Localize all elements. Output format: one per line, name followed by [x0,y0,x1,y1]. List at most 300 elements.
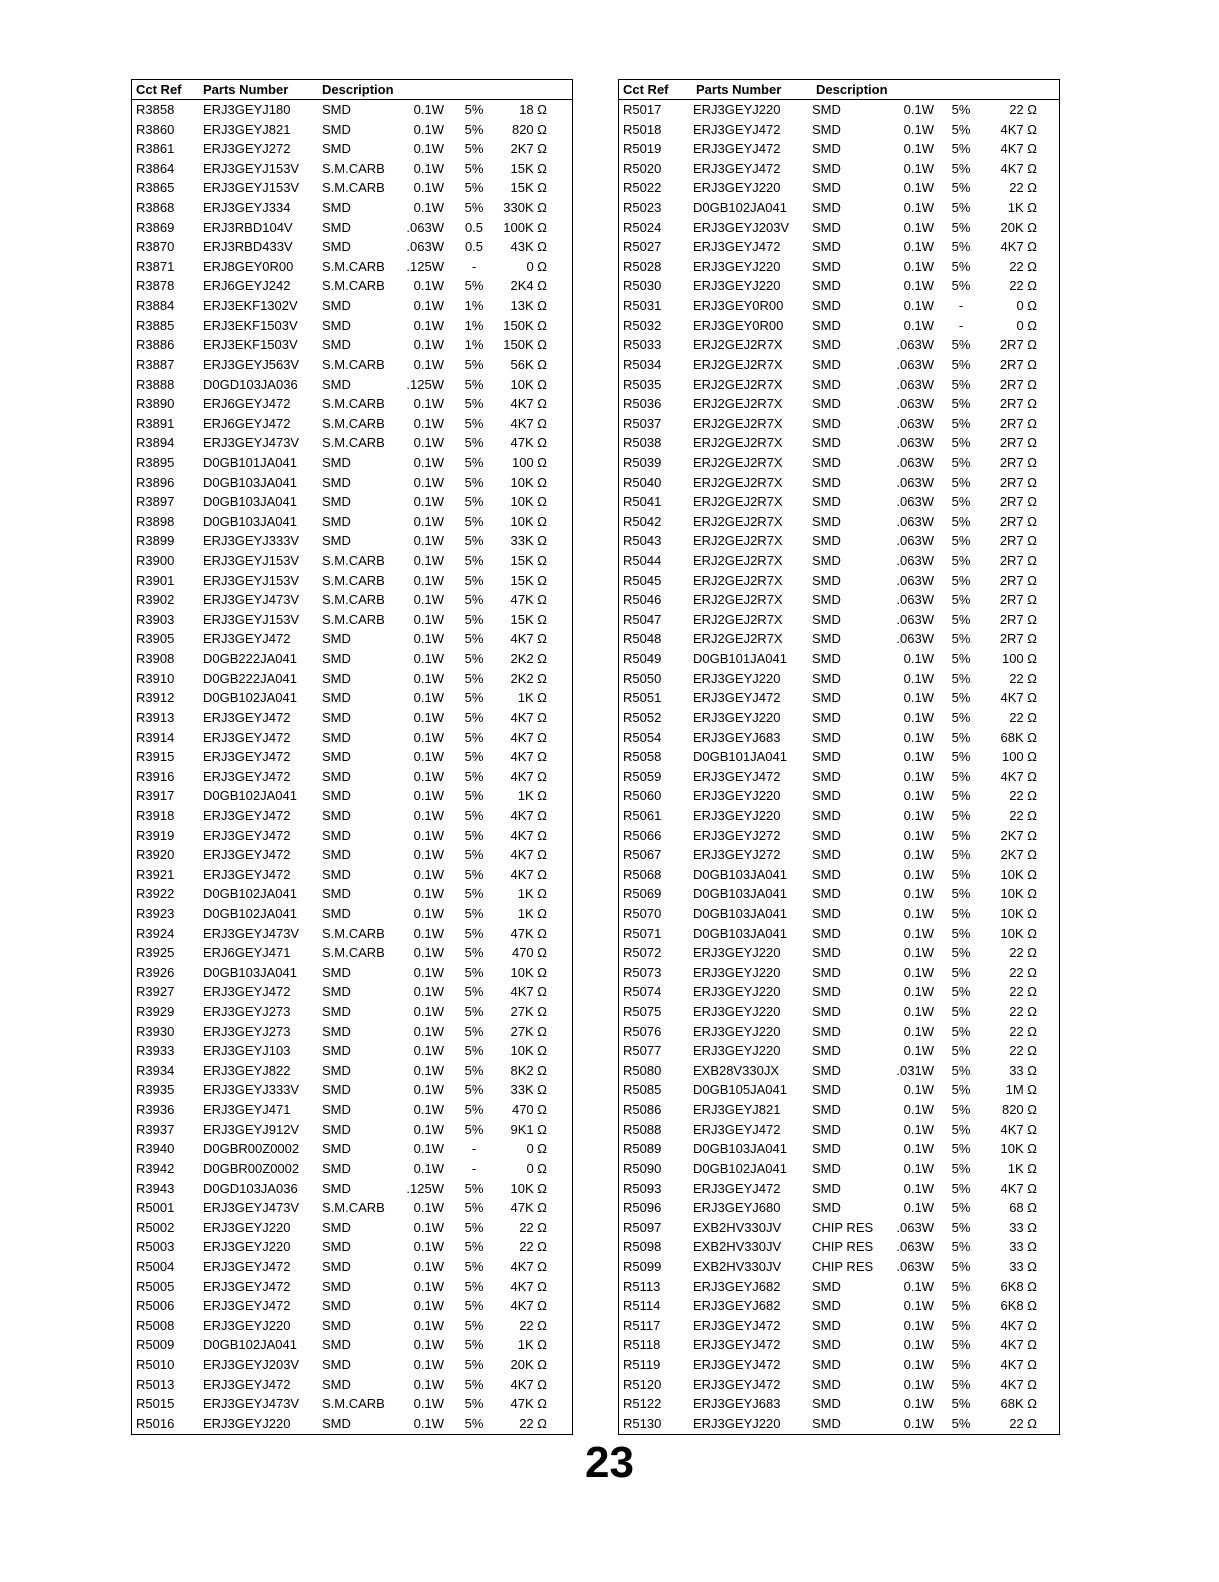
wattage-cell: 0.1W [903,1298,934,1314]
table-row [619,904,1059,924]
cct-ref-cell: R5080 [623,1062,662,1078]
wattage-cell: 0.1W [903,945,934,961]
value-cell: 4K7 Ω [510,396,547,412]
cct-ref-cell: R3897 [136,494,175,510]
wattage-cell: 0.1W [413,415,444,431]
value-cell: 22 Ω [1009,278,1037,294]
tolerance-cell: 5% [464,1180,484,1196]
table-row [619,473,1059,493]
parts-number-cell: ERJ3GEYJ472 [693,690,781,706]
table-row [132,492,572,512]
cct-ref-cell: R5046 [623,592,662,608]
parts-number-cell: ERJ3GEYJ472 [693,160,781,176]
description-cell: SMD [812,709,841,725]
tolerance-cell: 5% [951,768,971,784]
parts-number-cell: ERJ3GEYJ472 [203,709,291,725]
tolerance-cell: 5% [951,749,971,765]
parts-number-cell: D0GBR00Z0002 [203,1141,300,1157]
table-row [132,473,572,493]
value-cell: 47K Ω [510,1200,547,1216]
parts-number-cell: D0GD103JA036 [203,1180,298,1196]
description-cell: CHIP RES [812,1219,874,1235]
description-cell: S.M.CARB [322,572,385,588]
wattage-cell: 0.1W [413,1200,444,1216]
parts-number-cell: ERJ3GEYJ683 [693,1396,781,1412]
value-cell: 15K Ω [510,180,547,196]
cct-ref-cell: R5086 [623,1102,662,1118]
table-row [619,845,1059,865]
value-cell: 4K7 Ω [1000,1376,1037,1392]
description-cell: SMD [322,1239,351,1255]
value-cell: 10K Ω [1000,905,1037,921]
tolerance-cell: 5% [464,1043,484,1059]
parts-number-cell: ERJ3GEYJ220 [693,984,781,1000]
tolerance-cell: 5% [951,1141,971,1157]
wattage-cell: 0.1W [903,651,934,667]
parts-number-cell: ERJ2GEJ2R7X [693,513,783,529]
description-cell: SMD [322,827,351,843]
parts-number-cell: ERJ3GEYJ220 [693,1023,781,1039]
parts-number-cell: ERJ3GEYJ220 [203,1317,291,1333]
table-row [619,139,1059,159]
cct-ref-cell: R5068 [623,866,662,882]
parts-number-cell: ERJ6GEYJ471 [203,945,291,961]
value-cell: 4K7 Ω [1000,1337,1037,1353]
parts-number-cell: D0GB103JA041 [203,474,297,490]
parts-number-cell: D0GB222JA041 [203,670,297,686]
value-cell: 2R7 Ω [999,572,1037,588]
tolerance-cell: 5% [951,553,971,569]
wattage-cell: 0.1W [903,1415,934,1431]
tolerance-cell: 5% [951,121,971,137]
wattage-cell: 0.1W [413,984,444,1000]
value-cell: 4K7 Ω [1000,1357,1037,1372]
wattage-cell: 0.1W [903,1023,934,1039]
parts-number-cell: ERJ3GEYJ912V [203,1121,300,1137]
description-cell: SMD [812,454,841,470]
parts-number-cell: D0GB103JA041 [693,866,787,882]
description-cell: SMD [812,239,841,255]
description-cell: SMD [812,886,841,902]
table-row [619,728,1059,748]
parts-number-cell: D0GB103JA041 [693,925,787,941]
description-cell: SMD [322,729,351,745]
tolerance-cell: 5% [951,1337,971,1353]
tolerance-cell: 5% [951,729,971,745]
tolerance-cell: 5% [951,925,971,941]
parts-number-cell: ERJ2GEJ2R7X [693,611,783,627]
value-cell: 22 Ω [519,1219,547,1235]
wattage-cell: .063W [896,415,934,431]
table-row [132,1257,572,1277]
tolerance-cell: 5% [464,1023,484,1039]
table-row [132,845,572,865]
tolerance-cell: 5% [464,788,484,804]
value-cell: 1K Ω [517,886,547,902]
cct-ref-cell: R3926 [136,964,175,980]
wattage-cell: 0.1W [903,866,934,882]
table-row [619,767,1059,787]
cct-ref-cell: R3918 [136,807,175,823]
description-cell: SMD [812,219,841,235]
cct-ref-cell: R5004 [136,1258,175,1274]
description-cell: SMD [322,298,351,314]
value-cell: 2R7 Ω [999,356,1037,372]
value-cell: 10K Ω [510,474,547,490]
cct-ref-cell: R5018 [623,121,662,137]
value-cell: 4K7 Ω [510,984,547,1000]
description-cell: SMD [812,1376,841,1392]
cct-ref-cell: R5048 [623,631,662,647]
parts-number-cell: D0GB102JA041 [693,1160,787,1176]
table-row [132,335,572,355]
parts-number-cell: ERJ2GEJ2R7X [693,592,783,608]
tolerance-cell: - [471,1160,477,1176]
description-cell: SMD [322,1317,351,1333]
wattage-cell: 0.1W [413,121,444,137]
table-row [619,414,1059,434]
tolerance-cell: 5% [464,1376,484,1392]
tolerance-cell: 5% [951,651,971,667]
cct-ref-cell: R5045 [623,572,662,588]
value-cell: 33 Ω [1009,1239,1037,1255]
description-cell: SMD [322,1258,351,1274]
table-row [132,237,572,257]
tolerance-cell: 5% [464,1337,484,1353]
cct-ref-cell: R3921 [136,866,175,882]
description-cell: SMD [812,807,841,823]
wattage-cell: .063W [896,611,934,627]
parts-number-cell: ERJ3GEYJ333V [203,533,300,549]
tolerance-cell: 5% [951,1317,971,1333]
wattage-cell: 0.1W [413,317,444,333]
tolerance-cell: 0.5 [464,239,484,255]
description-cell: SMD [812,1317,841,1333]
cct-ref-cell: R3898 [136,513,175,529]
table-row [132,433,572,453]
parts-number-cell: D0GB103JA041 [693,1141,787,1157]
cct-ref-cell: R3927 [136,984,175,1000]
cct-ref-cell: R3942 [136,1160,175,1176]
cct-ref-cell: R5070 [623,905,662,921]
wattage-cell: 0.1W [413,1376,444,1392]
description-cell: SMD [812,160,841,176]
table-row [619,178,1059,198]
cct-ref-cell: R5069 [623,886,662,902]
table-row [132,512,572,532]
wattage-cell: 0.1W [413,631,444,647]
wattage-cell: 0.1W [413,1043,444,1059]
parts-number-cell: D0GB101JA041 [693,651,787,667]
tolerance-cell: 5% [951,1121,971,1137]
parts-number-cell: D0GB101JA041 [203,454,297,470]
cct-ref-cell: R3925 [136,945,175,961]
table-row [132,139,572,159]
value-cell: 18 Ω [519,102,547,117]
value-cell: 1M Ω [1005,1082,1037,1098]
wattage-cell: 0.1W [413,1317,444,1333]
value-cell: 15K Ω [510,572,547,588]
value-cell: 4K7 Ω [1000,768,1037,784]
cct-ref-cell: R5118 [623,1337,661,1353]
parts-number-cell: ERJ3GEY0R00 [693,298,784,314]
table-row [619,100,1059,120]
description-cell: SMD [812,435,841,451]
table-row [619,610,1059,630]
value-cell: 22 Ω [1009,788,1037,804]
wattage-cell: 0.1W [413,572,444,588]
tolerance-cell: 5% [951,631,971,647]
table-row [619,335,1059,355]
cct-ref-cell: R5028 [623,258,662,274]
tolerance-cell: 5% [464,102,484,117]
wattage-cell: 0.1W [413,964,444,980]
value-cell: 1K Ω [517,788,547,804]
parts-number-cell: ERJ3GEYJ822 [203,1062,291,1078]
description-cell: SMD [812,572,841,588]
wattage-cell: 0.1W [903,905,934,921]
table-row [132,1002,572,1022]
parts-number-cell: D0GBR00Z0002 [203,1160,300,1176]
wattage-cell: 0.1W [903,1357,934,1372]
value-cell: 27K Ω [510,1004,547,1020]
table-row [132,924,572,944]
tolerance-cell: 5% [464,866,484,882]
wattage-cell: 0.1W [413,925,444,941]
value-cell: 2R7 Ω [999,337,1037,353]
description-cell: SMD [322,670,351,686]
value-cell: 820 Ω [1001,1102,1037,1118]
parts-number-cell: ERJ3GEYJ180 [203,102,291,117]
table-row [619,629,1059,649]
cct-ref-cell: R5058 [623,749,662,765]
wattage-cell: 0.1W [413,200,444,216]
wattage-cell: .063W [896,1219,934,1235]
cct-ref-cell: R5024 [623,219,662,235]
table-row [132,375,572,395]
table-row [132,551,572,571]
description-cell: SMD [812,533,841,549]
value-cell: 100 Ω [1001,651,1037,667]
tolerance-cell: 5% [464,592,484,608]
tolerance-cell: 5% [464,964,484,980]
tolerance-cell: 5% [951,474,971,490]
table-row [619,865,1059,885]
page-number: 23 [585,1438,634,1487]
description-cell: S.M.CARB [322,356,385,372]
cct-ref-cell: R5071 [623,925,662,941]
wattage-cell: .063W [896,1239,934,1255]
parts-number-cell: ERJ2GEJ2R7X [693,415,783,431]
tolerance-cell: 5% [951,494,971,510]
description-cell: SMD [812,474,841,490]
wattage-cell: 0.1W [903,1004,934,1020]
description-cell: SMD [322,239,351,255]
cct-ref-cell: R3912 [136,690,175,706]
parts-number-cell: ERJ3GEYJ682 [693,1298,781,1314]
parts-number-cell: ERJ3GEYJ472 [203,631,291,647]
value-cell: 2R7 Ω [999,611,1037,627]
wattage-cell: .063W [896,454,934,470]
wattage-cell: 0.1W [903,1082,934,1098]
wattage-cell: 0.1W [413,278,444,294]
wattage-cell: 0.1W [413,866,444,882]
parts-number-cell: ERJ3EKF1503V [203,337,298,353]
wattage-cell: 0.1W [903,749,934,765]
parts-number-cell: ERJ3GEYJ472 [693,1121,781,1137]
value-cell: 22 Ω [1009,1023,1037,1039]
table-row [619,433,1059,453]
parts-number-cell: ERJ2GEJ2R7X [693,454,783,470]
parts-number-cell: ERJ3GEYJ153V [203,611,300,627]
tolerance-cell: 5% [464,1278,484,1294]
cct-ref-cell: R5074 [623,984,662,1000]
parts-number-cell: ERJ6GEYJ242 [203,278,291,294]
description-cell: SMD [812,1415,841,1431]
parts-number-cell: ERJ2GEJ2R7X [693,533,783,549]
value-cell: 4K7 Ω [510,631,547,647]
description-cell: SMD [812,1337,841,1353]
tolerance-cell: 5% [951,886,971,902]
description-cell: SMD [322,690,351,706]
description-cell: SMD [322,317,351,333]
cct-ref-cell: R5096 [623,1200,662,1216]
tolerance-cell: 5% [464,1357,484,1372]
value-cell: 2R7 Ω [999,396,1037,412]
cct-ref-cell: R5067 [623,847,662,863]
parts-number-cell: ERJ3GEYJ153V [203,553,300,569]
table-row [132,296,572,316]
wattage-cell: 0.1W [903,1141,934,1157]
table-row [619,296,1059,316]
table-row [132,394,572,414]
description-cell: SMD [812,1004,841,1020]
table-row [619,120,1059,140]
table-row [619,1002,1059,1022]
value-cell: 33K Ω [510,1082,547,1098]
table-row [132,531,572,551]
wattage-cell: 0.1W [413,1082,444,1098]
table-row [132,198,572,218]
value-cell: 22 Ω [1009,945,1037,961]
wattage-cell: 0.1W [413,1023,444,1039]
value-cell: 100 Ω [511,454,547,470]
wattage-cell: .125W [406,258,444,274]
cct-ref-cell: R5002 [136,1219,175,1235]
tolerance-cell: 5% [464,984,484,1000]
value-cell: 4K7 Ω [1000,141,1037,157]
table-row [619,1120,1059,1140]
table-row [619,1080,1059,1100]
description-cell: SMD [322,1180,351,1196]
cct-ref-cell: R3860 [136,121,175,137]
parts-number-cell: D0GB105JA041 [693,1082,787,1098]
tolerance-cell: 5% [951,141,971,157]
table-row [619,276,1059,296]
description-cell: SMD [812,396,841,412]
value-cell: 27K Ω [510,1023,547,1039]
tolerance-cell: 5% [464,396,484,412]
tolerance-cell: 5% [464,1121,484,1137]
description-cell: SMD [322,1082,351,1098]
wattage-cell: .063W [896,376,934,392]
wattage-cell: 0.1W [903,729,934,745]
cct-ref-cell: R3933 [136,1043,175,1059]
table-row [132,708,572,728]
wattage-cell: .063W [896,572,934,588]
cct-ref-cell: R3870 [136,239,175,255]
tolerance-cell: 5% [464,729,484,745]
value-cell: 47K Ω [510,925,547,941]
parts-number-cell: ERJ3GEYJ472 [203,807,291,823]
value-cell: 2K7 Ω [1000,827,1037,843]
description-cell: SMD [322,200,351,216]
parts-number-cell: D0GB102JA041 [203,788,297,804]
description-cell: SMD [322,847,351,863]
parts-number-cell: ERJ3GEYJ472 [203,827,291,843]
description-cell: SMD [322,337,351,353]
value-cell: 10K Ω [1000,866,1037,882]
value-cell: 68K Ω [1000,1396,1037,1412]
value-cell: 47K Ω [510,435,547,451]
description-cell: SMD [812,847,841,863]
value-cell: 10K Ω [1000,1141,1037,1157]
value-cell: 33 Ω [1009,1258,1037,1274]
cct-ref-cell: R3919 [136,827,175,843]
wattage-cell: 0.1W [903,121,934,137]
cct-ref-cell: R3886 [136,337,175,353]
description-cell: SMD [322,1062,351,1078]
cct-ref-cell: R5050 [623,670,662,686]
value-cell: 4K7 Ω [1000,690,1037,706]
value-cell: 22 Ω [1009,964,1037,980]
value-cell: 100 Ω [1001,749,1037,765]
wattage-cell: 0.1W [413,768,444,784]
table-row [619,1198,1059,1218]
tolerance-cell: 5% [951,337,971,353]
description-cell: SMD [812,298,841,314]
cct-ref-cell: R3910 [136,670,175,686]
tolerance-cell: 5% [951,513,971,529]
value-cell: 9K1 Ω [510,1121,547,1137]
wattage-cell: 0.1W [413,611,444,627]
cct-ref-cell: R5097 [623,1219,662,1235]
value-cell: 68K Ω [1000,729,1037,745]
value-cell: 1K Ω [1007,200,1037,216]
value-cell: 22 Ω [1009,984,1037,1000]
wattage-cell: 0.1W [413,1298,444,1314]
table-row [619,394,1059,414]
description-cell: SMD [812,1023,841,1039]
table-row [132,1061,572,1081]
cct-ref-cell: R5043 [623,533,662,549]
wattage-cell: 0.1W [903,102,934,117]
wattage-cell: 0.1W [903,964,934,980]
description-cell: SMD [322,141,351,157]
parts-number-cell: ERJ3GEYJ472 [693,121,781,137]
header-description: Description [322,82,394,97]
table-row [132,728,572,748]
tolerance-cell: 5% [464,749,484,765]
wattage-cell: 0.1W [413,337,444,353]
cct-ref-cell: R3920 [136,847,175,863]
value-cell: 2K7 Ω [1000,847,1037,863]
description-cell: SMD [322,631,351,647]
tolerance-cell: 5% [951,1278,971,1294]
value-cell: 4K7 Ω [1000,160,1037,176]
parts-number-cell: ERJ2GEJ2R7X [693,396,783,412]
parts-number-cell: ERJ3GEYJ220 [693,709,781,725]
